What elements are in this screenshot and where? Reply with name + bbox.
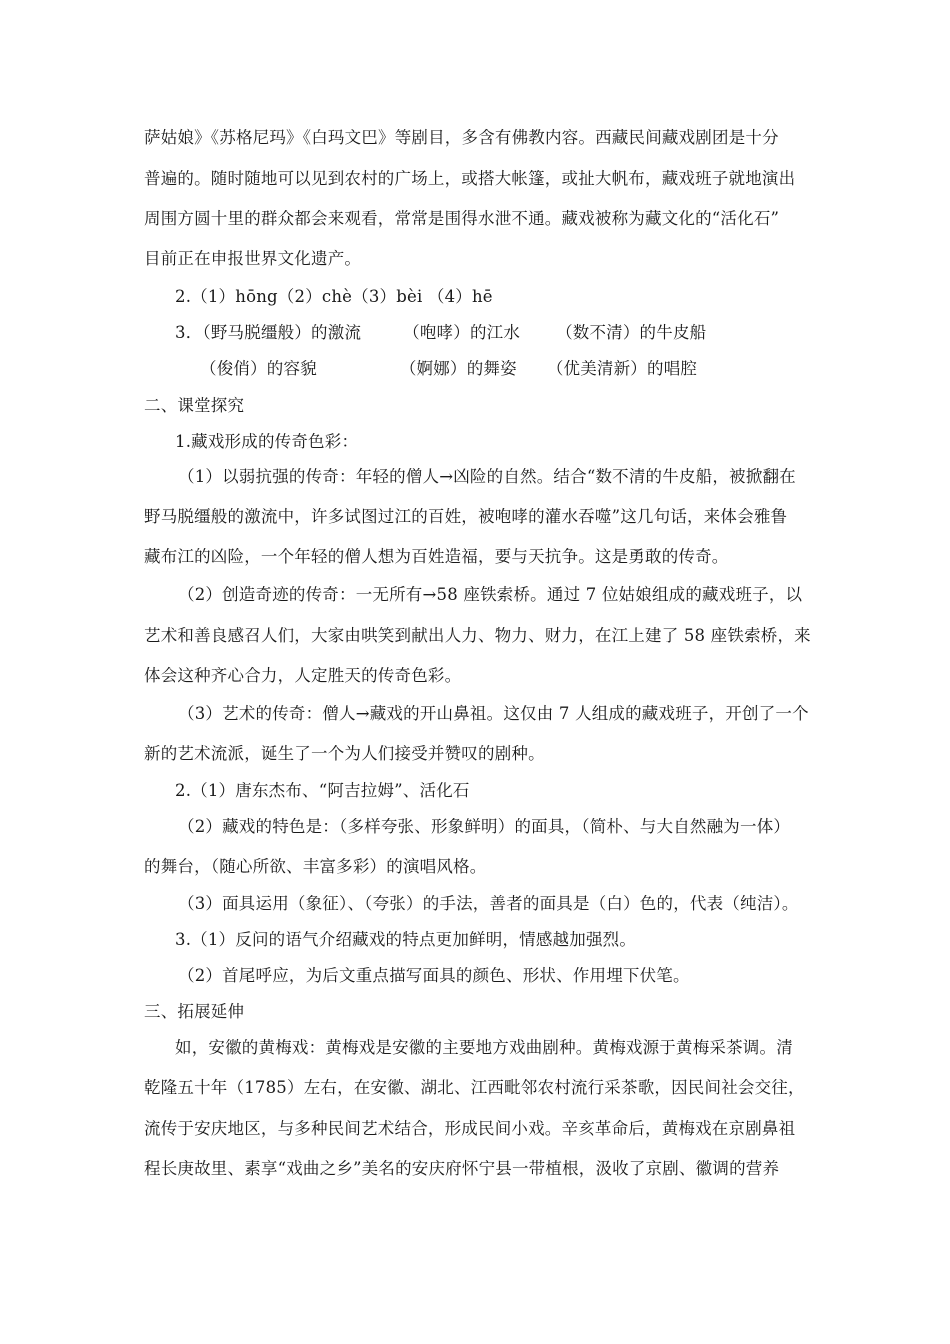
s2-item1-p3-line1: （3）艺术的传奇：僧人→藏戏的开山鼻祖。这仅由 7 人组成的藏戏班子，开创了一个 — [178, 704, 809, 723]
intro-line-4: 目前正在申报世界文化遗产。 — [144, 249, 362, 268]
phrase-row-1 — [175, 323, 706, 343]
intro-line-3: 周围方圆十里的群众都会来观看，常常是围得水泄不通。藏戏被称为藏文化的“活化石” — [144, 209, 780, 228]
intro-line-1: 萨姑娘》《苏格尼玛》《白玛文巴》等剧目，多含有佛教内容。西藏民间藏戏剧团是十分 — [144, 128, 779, 147]
section-heading-2: 二、课堂探究 — [144, 396, 245, 415]
s2-item2-2-line1: （2）藏戏的特色是：（多样夸张、形象鲜明）的面具，（简朴、与大自然融为一体） — [178, 817, 791, 836]
phrase-row-2 — [200, 359, 697, 379]
s2-item3-2: （2）首尾呼应，为后文重点描写面具的颜色、形状、作用埋下伏笔。 — [178, 966, 690, 985]
phrase-1: 3．（野马脱缰般）的激流 — [175, 323, 362, 342]
s2-item2-2-line2: 的舞台，（随心所欲、丰富多彩）的演唱风格。 — [144, 857, 487, 876]
s2-item1-p2-line3: 体会这种齐心合力，人定胜天的传奇色彩。 — [144, 666, 462, 685]
s2-item1-p3-line2: 新的艺术流派，诞生了一个为人们接受并赞叹的剧种。 — [144, 744, 545, 763]
phrase-3: （数不清）的牛皮船 — [556, 323, 707, 342]
phrase-4: （俊俏）的容貌 — [200, 359, 317, 378]
s3-line2: 乾隆五十年（1785）左右，在安徽、湖北、江西毗邻农村流行采茶歌，因民间社会交往， — [144, 1078, 805, 1097]
s2-item2-1: 2.（1）唐东杰布、“阿吉拉姆”、活化石 — [175, 781, 470, 800]
phrase-2: （咆哮）的江水 — [403, 323, 521, 342]
section-heading-3: 三、拓展延伸 — [144, 1002, 245, 1021]
s3-line4: 程长庚故里、素享“戏曲之乡”美名的安庆府怀宁县一带植根，汲收了京剧、徽调的营养 — [144, 1159, 780, 1178]
intro-line-2: 普遍的。随时随地可以见到农村的广场上，或搭大帐篷，或扯大帆布，藏戏班子就地演出 — [144, 169, 796, 188]
s2-item1-p2-line1: （2）创造奇迹的传奇：一无所有→58 座铁索桥。通过 7 位姑娘组成的藏戏班子，以 — [178, 585, 803, 604]
phrase-6: （优美清新）的唱腔 — [546, 359, 698, 378]
s2-item1-p1-line3: 藏布江的凶险，一个年轻的僧人想为百姓造福，要与天抗争。这是勇敢的传奇。 — [144, 547, 729, 566]
pinyin-answers: 2.（1）hōng（2）chè（3）bèi （4）hē — [175, 287, 493, 306]
s3-line1: 如，安徽的黄梅戏：黄梅戏是安徽的主要地方戏曲剧种。黄梅戏源于黄梅采茶调。清 — [175, 1038, 793, 1057]
s2-item1-p1-line2: 野马脱缰般的激流中，许多试图过江的百姓，被咆哮的灌水吞噬”这几句话，来体会雅鲁 — [144, 507, 788, 526]
s2-item1-p1-line1: （1）以弱抗强的传奇：年轻的僧人→凶险的自然。结合“数不清的牛皮船，被掀翻在 — [178, 467, 796, 486]
phrase-5: （婀娜）的舞姿 — [399, 359, 517, 378]
s2-item1-p2-line2: 艺术和善良感召人们，大家由哄笑到献出人力、物力、财力，在江上建了 58 座铁索桥，来 — [144, 626, 811, 645]
s3-line3: 流传于安庆地区，与多种民间艺术结合，形成民间小戏。辛亥革命后，黄梅戏在京剧鼻祖 — [144, 1119, 796, 1138]
s2-item2-3: （3）面具运用（象征）、（夸张）的手法，善者的面具是（白）色的，代表（纯洁）。 — [178, 894, 799, 913]
s2-item1-title: 1.藏戏形成的传奇色彩： — [175, 432, 359, 451]
s2-item3-1: 3.（1）反问的语气介绍藏戏的特点更加鲜明，情感越加强烈。 — [175, 930, 637, 949]
